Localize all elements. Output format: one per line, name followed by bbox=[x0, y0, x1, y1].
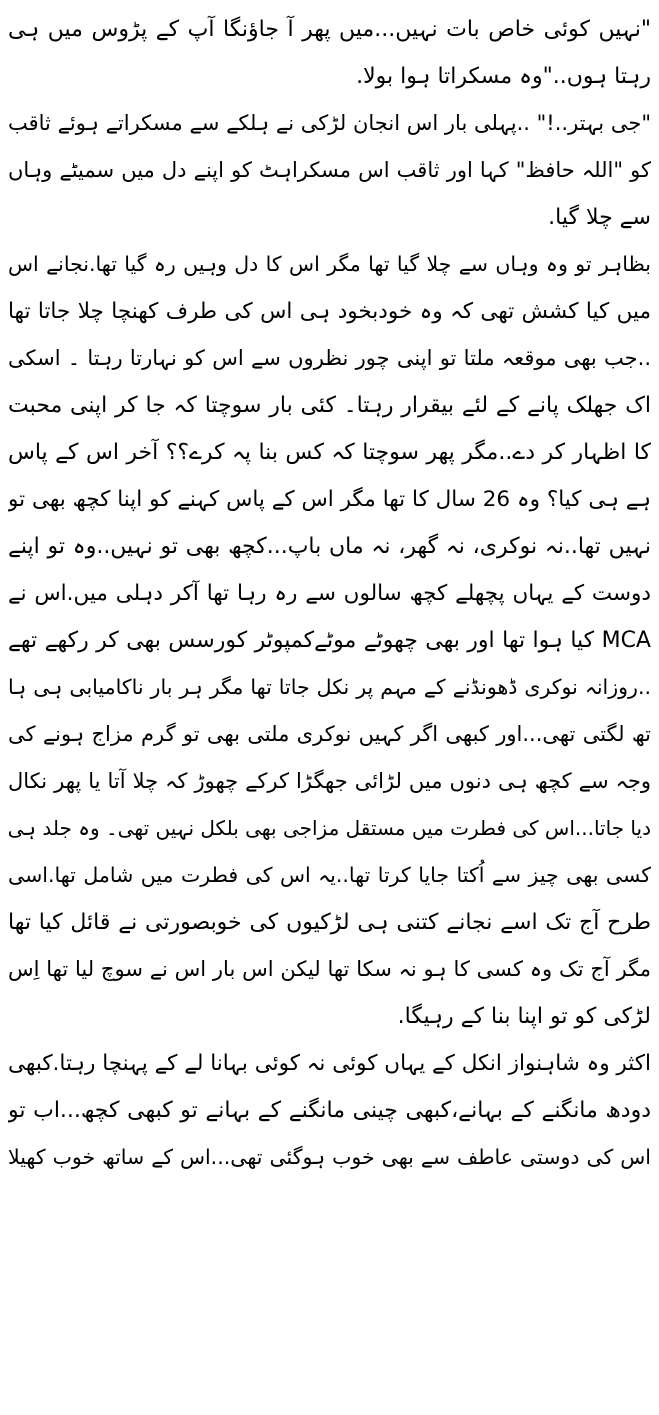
text-line: وجہ سے کچھ ہی دنوں میں لڑائی جھگڑا کرکے چھوڑ کہ چلا آتا یا پھر نکال bbox=[8, 769, 651, 793]
text-line: رہتا ہوں.."وہ مسکراتا ہوا بولا. bbox=[356, 64, 651, 89]
paragraph-4 bbox=[8, 1040, 651, 1181]
text-line: کسی بھی چیز سے اُکتا جایا کرتا تھا..یہ اس کی فطرت میں شامل تھا.اسی bbox=[8, 863, 651, 887]
text-line: "جی بہتر..!" ..پہلی بار اس انجان لڑکی نے ہلکے سے مسکراتے ہوئے ثاقب bbox=[8, 111, 651, 135]
text-line: طرح آج تک اسے نجانے کتنی ہی لڑکیوں کی خوبصورتی نے قائل کیا تھا bbox=[8, 910, 651, 935]
text-line: لڑکی کو تو اپنا بنا کے رہیگا. bbox=[397, 1004, 651, 1029]
text-line: کو "اللہ حافظ" کہا اور ثاقب اس مسکراہٹ کو اپنے دل میں سمیٹے وہاں bbox=[8, 158, 651, 182]
text-line: دوست کے یہاں پچھلے کچھ سالوں سے رہ رہا تھا آکر دہلی میں.اس نے bbox=[8, 581, 651, 606]
text-line: تھ لگتی تھی...اور کبھی اگر کہیں نوکری ملتی بھی تو گرم مزاج ہونے کی bbox=[8, 722, 651, 746]
text-line: اس کی دوستی عاطف سے بھی خوب ہوگئی تھی...اس کے ساتھ خوب کھیلا bbox=[8, 1145, 651, 1169]
paragraph-2 bbox=[8, 100, 651, 241]
paragraph-1 bbox=[8, 6, 651, 100]
text-line: دیا جاتا...اس کی فطرت میں مستقل مزاجی بھی بلکل نہیں تھی۔ وہ جلد ہی bbox=[8, 816, 651, 840]
text-line: ..روزانہ نوکری ڈھونڈنے کے مہم پر نکل جاتا تھا مگر ہر بار ناکامیابی ہی ہا bbox=[8, 675, 651, 699]
text-line: ہے ہی کیا؟ وہ 26 سال کا تھا مگر اس کے پاس کہنے کو اپنا کچھ بھی تو bbox=[8, 487, 651, 512]
text-line: اکثر وہ شاہنواز انکل کے یہاں کوئی نہ کوئی بہانا لے کے پہنچا رہتا.کبھی bbox=[8, 1051, 651, 1076]
text-line: ..جب بھی موقعہ ملتا تو اپنی چور نظروں سے اس کو نہارتا رہتا ۔ اسکی bbox=[8, 346, 651, 370]
text-line: دودھ مانگنے کے بہانے،کبھی چینی مانگنے کے بہانے تو کبھی کچھ...اب تو bbox=[8, 1098, 651, 1123]
text-line: کا اظہار کر دے..مگر پھر سوچتا کہ کس بنا پہ کرے؟؟ آخر اس کے پاس bbox=[8, 440, 651, 465]
text-line: میں کیا کشش تھی کہ وہ خودبخود ہی اس کی طرف کھنچا چلا جاتا تھا bbox=[8, 299, 651, 324]
text-line: اک جھلک پانے کے لئے بیقرار رہتا۔ کئی بار سوچتا کہ جا کر اپنی محبت bbox=[8, 393, 651, 418]
text-line: MCA کیا ہوا تھا اور بھی چھوٹے موٹےکمپوٹر کورسس بھی کر رکھے تھے bbox=[8, 628, 651, 653]
paragraph-3 bbox=[8, 241, 651, 1040]
text-line: "نہیں کوئی خاص بات نہیں...میں پھر آ جاؤنگا آپ کے پڑوس میں ہی bbox=[8, 17, 651, 42]
text-line: مگر آج تک وہ کسی کا ہو نہ سکا تھا لیکن اس بار اس نے سوچ لیا تھا اِس bbox=[8, 957, 651, 981]
text-line: سے چلا گیا. bbox=[548, 205, 651, 230]
text-line: بظاہر تو وہ وہاں سے چلا گیا تھا مگر اس کا دل وہیں رہ گیا تھا.نجانے اس bbox=[8, 252, 651, 276]
text-line: نہیں تھا..نہ نوکری، نہ گھر، نہ ماں باپ...کچھ بھی تو نہیں..وہ تو اپنے bbox=[8, 534, 651, 559]
